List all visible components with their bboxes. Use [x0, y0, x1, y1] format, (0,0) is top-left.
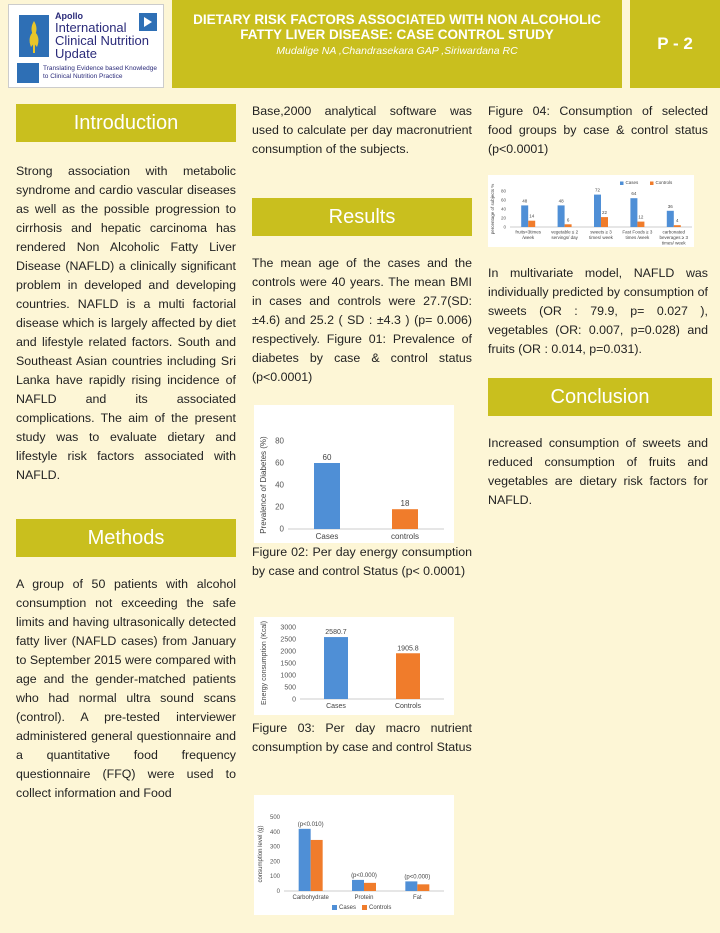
p-value-annotation: (p<0.010) — [297, 821, 324, 828]
y-axis-label: Energy consumption (Kcal) — [261, 620, 268, 706]
x-tick-label: controls — [390, 532, 420, 541]
poster-id: P - 2 — [630, 0, 720, 88]
results-heading: Results — [252, 198, 472, 236]
methods-text: A group of 50 patients with alcohol consumption not exceeding the safe limits and having ultrasonically detected fatty liver (NAFLD cases) from January to September 2015 were compared with age and the gender-matched patients who had normal ultra sound scans (control). A pre-tested interviewer administered general questionnaire and a quantitative food frequency questionnaire (FFQ) were used to collect information and Food — [16, 577, 236, 800]
bar — [311, 840, 323, 891]
y-tick-label: 20 — [500, 215, 506, 221]
legend-swatch — [650, 182, 654, 186]
logo-line1: Apollo — [55, 11, 83, 21]
x-tick-label: Fat — [412, 895, 422, 901]
figure-02-svg — [254, 617, 454, 715]
data-label: 36 — [667, 203, 673, 209]
bar — [364, 883, 376, 891]
y-tick-label: 500 — [269, 815, 280, 821]
p-value-annotation: (p<0.000) — [351, 872, 377, 879]
data-label: 12 — [638, 214, 644, 220]
y-axis-label: consumption level (g) — [258, 825, 264, 883]
y-tick-label: 300 — [269, 844, 280, 851]
bar — [528, 221, 535, 227]
y-tick-label: 20 — [275, 502, 284, 512]
methods-text-continued: Base,2000 analytical software was used to calculate per day macronutrient consumption of the subjects. — [252, 104, 472, 156]
apple-emblem-icon — [139, 13, 157, 31]
authors: Mudalige NA ,Chandrasekara GAP ,Siriwardana RC — [276, 45, 518, 57]
x-tick-label: vegetable ≤ 2 — [551, 229, 579, 235]
data-label: 72 — [594, 187, 601, 193]
results-text: The mean age of the cases and the controls were 40 years. The mean BMI in cases and controls were 27.7(SD: ±4.6) and 25.2 ( SD : ±4.3 ) (p= 0.006) respectively. Figure 01: Prevalence of diabetes by case & control status (p<0.0001) — [252, 256, 472, 384]
figure-02-chart — [254, 617, 454, 715]
figure-03-chart — [254, 795, 454, 915]
y-tick-label: 400 — [269, 829, 280, 836]
poster-title: DIETARY RISK FACTORS ASSOCIATED WITH NON ALCOHOLIC FATTY LIVER DISEASE: CASE CONTROL STUDY — [193, 12, 601, 42]
x-tick-label: Carbohydrate — [292, 895, 329, 901]
y-tick-label: 3000 — [280, 624, 296, 632]
x-tick-label: carbonated — [662, 229, 686, 235]
multivariate-text: In multivariate model, NAFLD was individually predicted by consumption of sweets (OR : 79.9, p= 0.027 ), vegetables (OR: 0.007, p=0.028) and fruits (OR : 0.014, p=0.031). — [488, 266, 708, 356]
data-label: 2580.7 — [325, 629, 347, 637]
y-tick-label: 60 — [500, 197, 506, 203]
y-tick-label: 80 — [275, 436, 284, 446]
data-label: 64 — [631, 191, 637, 197]
bar — [558, 205, 565, 227]
x-tick-label: times/ week — [589, 235, 613, 240]
apollo-logo — [8, 4, 164, 88]
y-tick-label: 40 — [500, 206, 506, 212]
y-tick-label: 200 — [269, 859, 280, 866]
conclusion-heading: Conclusion — [488, 378, 712, 416]
bar — [352, 880, 364, 891]
figure-04-caption: Figure 04: Consumption of selected food groups by case & control status (p<0.0001) — [488, 104, 708, 156]
logo-line2: International Clinical Nutrition Update — [55, 20, 149, 61]
figure-04-svg — [488, 175, 694, 247]
bar — [601, 217, 608, 227]
bar — [667, 211, 674, 227]
bar — [324, 637, 348, 699]
y-tick-label: 40 — [275, 480, 284, 490]
conclusion-text: Increased consumption of sweets and reduced consumption of fruits and vegetables are dietary risk factors for NAFLD. — [488, 436, 708, 507]
y-tick-label: 80 — [500, 188, 506, 194]
figure-03-caption: Figure 03: Per day macro nutrient consumption by case and control Status — [252, 721, 472, 754]
x-tick-label: times /week — [625, 235, 650, 240]
bar — [314, 463, 340, 529]
y-tick-label: 2000 — [280, 648, 296, 656]
x-tick-label: servings/ day — [551, 235, 578, 240]
figure-03-svg — [254, 795, 454, 915]
y-tick-label: 0 — [503, 224, 506, 230]
x-tick-label: times/ week — [661, 240, 686, 246]
bar — [396, 653, 420, 699]
y-tick-label: 100 — [269, 874, 280, 881]
y-tick-label: 500 — [284, 684, 296, 692]
x-tick-label: Protein — [354, 895, 374, 901]
data-label: 6 — [566, 217, 570, 223]
x-tick-label: Controls — [394, 703, 422, 710]
y-tick-label: 60 — [275, 458, 284, 468]
y-tick-label: 0 — [292, 696, 296, 704]
wheat-emblem-icon — [19, 15, 49, 57]
data-label: 48 — [522, 198, 528, 204]
y-axis-label: Prevalence of Diabetes (%) — [259, 436, 268, 534]
book-icon — [17, 63, 39, 83]
x-tick-label: beverages ≥ 3 — [659, 235, 689, 240]
figure-02-caption: Figure 02: Per day energy consumption by case and control Status (p< 0.0001) — [252, 545, 472, 578]
x-tick-label: Fast Foods ≥ 3 — [622, 229, 653, 235]
legend-label: Cases — [625, 180, 639, 185]
logo-tagline: Translating Evidence based Knowledge to Clinical Nutrition Practice — [43, 65, 157, 80]
title-banner — [172, 0, 622, 88]
data-label: 14 — [529, 213, 535, 219]
x-tick-label: fruits<3times — [515, 229, 542, 235]
legend-swatch — [362, 905, 367, 910]
y-tick-label: 0 — [279, 524, 284, 534]
legend-label: Controls — [369, 905, 392, 911]
data-label: 22 — [601, 210, 608, 216]
legend-swatch — [620, 182, 624, 186]
data-label: 1905.8 — [397, 645, 419, 653]
x-tick-label: Cases — [326, 703, 346, 710]
bar — [405, 881, 417, 891]
figure-01-svg — [254, 405, 454, 543]
data-label: 48 — [558, 198, 564, 204]
introduction-heading: Introduction — [16, 104, 236, 142]
x-tick-label: Cases — [315, 532, 339, 541]
bar — [417, 884, 429, 891]
y-tick-label: 0 — [276, 889, 280, 895]
bar — [637, 222, 644, 227]
p-value-annotation: (p<0.000) — [404, 874, 431, 881]
bar — [565, 224, 572, 227]
bar — [630, 198, 637, 227]
x-tick-label: sweets ≥ 3 — [590, 229, 612, 235]
legend-label: Controls — [655, 180, 673, 185]
figure-04-chart — [488, 175, 694, 247]
bar — [299, 829, 311, 891]
legend-label: Cases — [339, 905, 357, 911]
bar — [674, 225, 681, 227]
introduction-text: Strong association with metabolic syndrome and cardio vascular diseases as well as the possible progression to cirrhosis and hepatic carcinoma has rendered Non Alcoholic Fatty Liver Disease (NAFLD) a clinically significant problem in developed and developing countries. NAFLD is a multi factorial disease which is largely affected by diet and lifestyle related factors. South and Southeast Asian countries including Sri Lanka have rapidly rising incidence of NAFLD and its associated complications. The aim of the present study was to evaluate dietary and lifestyle risk factors associated with NAFLD. — [16, 164, 236, 482]
data-label: 60 — [322, 453, 332, 462]
figure-01-chart — [254, 405, 454, 543]
legend-swatch — [332, 905, 337, 910]
bar — [392, 509, 418, 529]
x-tick-label: /week — [522, 235, 535, 240]
methods-heading: Methods — [16, 519, 236, 557]
y-tick-label: 2500 — [280, 636, 296, 644]
bar — [521, 205, 528, 227]
data-label: 18 — [400, 499, 410, 509]
bar — [594, 195, 601, 227]
poster-header — [0, 0, 720, 92]
y-tick-label: 1000 — [280, 672, 296, 680]
data-label: 4 — [676, 218, 679, 224]
y-tick-label: 1500 — [280, 660, 296, 668]
y-axis-label: percentage of subjects % — [490, 183, 495, 235]
